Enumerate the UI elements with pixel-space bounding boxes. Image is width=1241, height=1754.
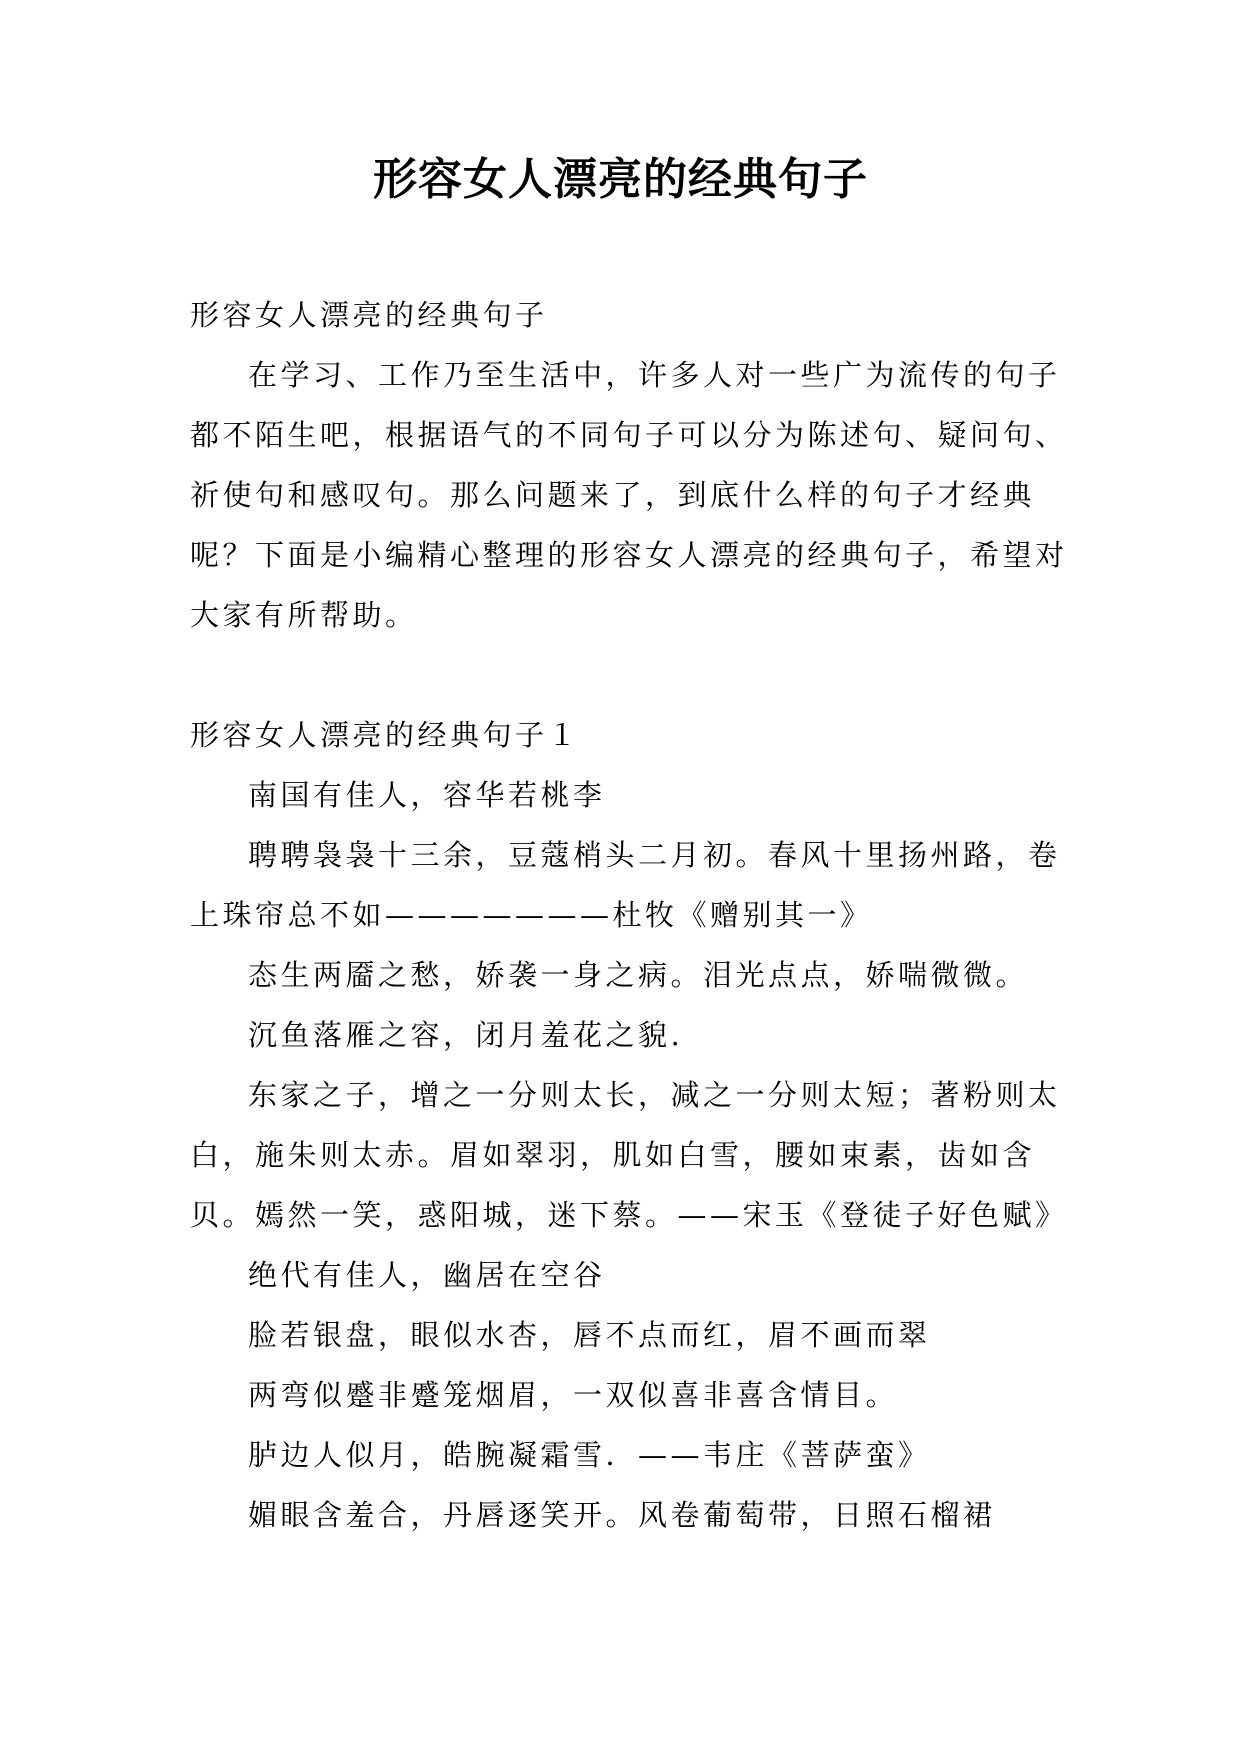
paragraph: 东家之子，增之一分则太长，减之一分则太短；著粉则太白，施朱则太赤。眉如翠羽，肌如白雪，腰如束素，齿如含贝。嫣然一笑，惑阳城，迷下蔡。——宋玉《登徒子好色赋》: [190, 1078, 1068, 1232]
section-gap: [190, 645, 1070, 705]
paragraph: 南国有佳人，容华若桃李: [248, 778, 606, 812]
paragraph: 沉鱼落雁之容，闭月羞花之貌.: [248, 1018, 684, 1052]
paragraph: 脸若银盘，眼似水杏，唇不点而红，眉不画而翠: [248, 1318, 931, 1352]
paragraph: 两弯似蹙非蹙笼烟眉，一双似喜非喜含情目。: [248, 1378, 899, 1412]
paragraph: 态生两靥之愁，娇袭一身之病。泪光点点，娇喘微微。: [248, 958, 1029, 992]
paragraph: 媚眼含羞合，丹唇逐笑开。风卷葡萄带，日照石榴裙: [248, 1498, 996, 1532]
intro-paragraph: 在学习、工作乃至生活中，许多人对一些广为流传的句子都不陌生吧，根据语气的不同句子可以分为陈述句、疑问句、祈使句和感叹句。那么问题来了，到底什么样的句子才经典呢？下面是小编精心整理的形容女人漂亮的经典句子，希望对大家有所帮助。: [190, 358, 1068, 632]
document-body: [190, 285, 1070, 1545]
document-title: 形容女人漂亮的经典句子: [373, 154, 868, 205]
section-heading: 形容女人漂亮的经典句子１: [190, 718, 581, 752]
paragraph: 绝代有佳人，幽居在空谷: [248, 1258, 606, 1292]
intro-heading: 形容女人漂亮的经典句子: [190, 298, 548, 332]
paragraph: 胪边人似月，皓腕凝霜雪．——韦庄《菩萨蛮》: [248, 1438, 931, 1472]
paragraph: 聘聘袅袅十三余，豆蔻梢头二月初。春风十里扬州路，卷上珠帘总不如———————杜牧《赠别其一》: [190, 838, 1061, 932]
